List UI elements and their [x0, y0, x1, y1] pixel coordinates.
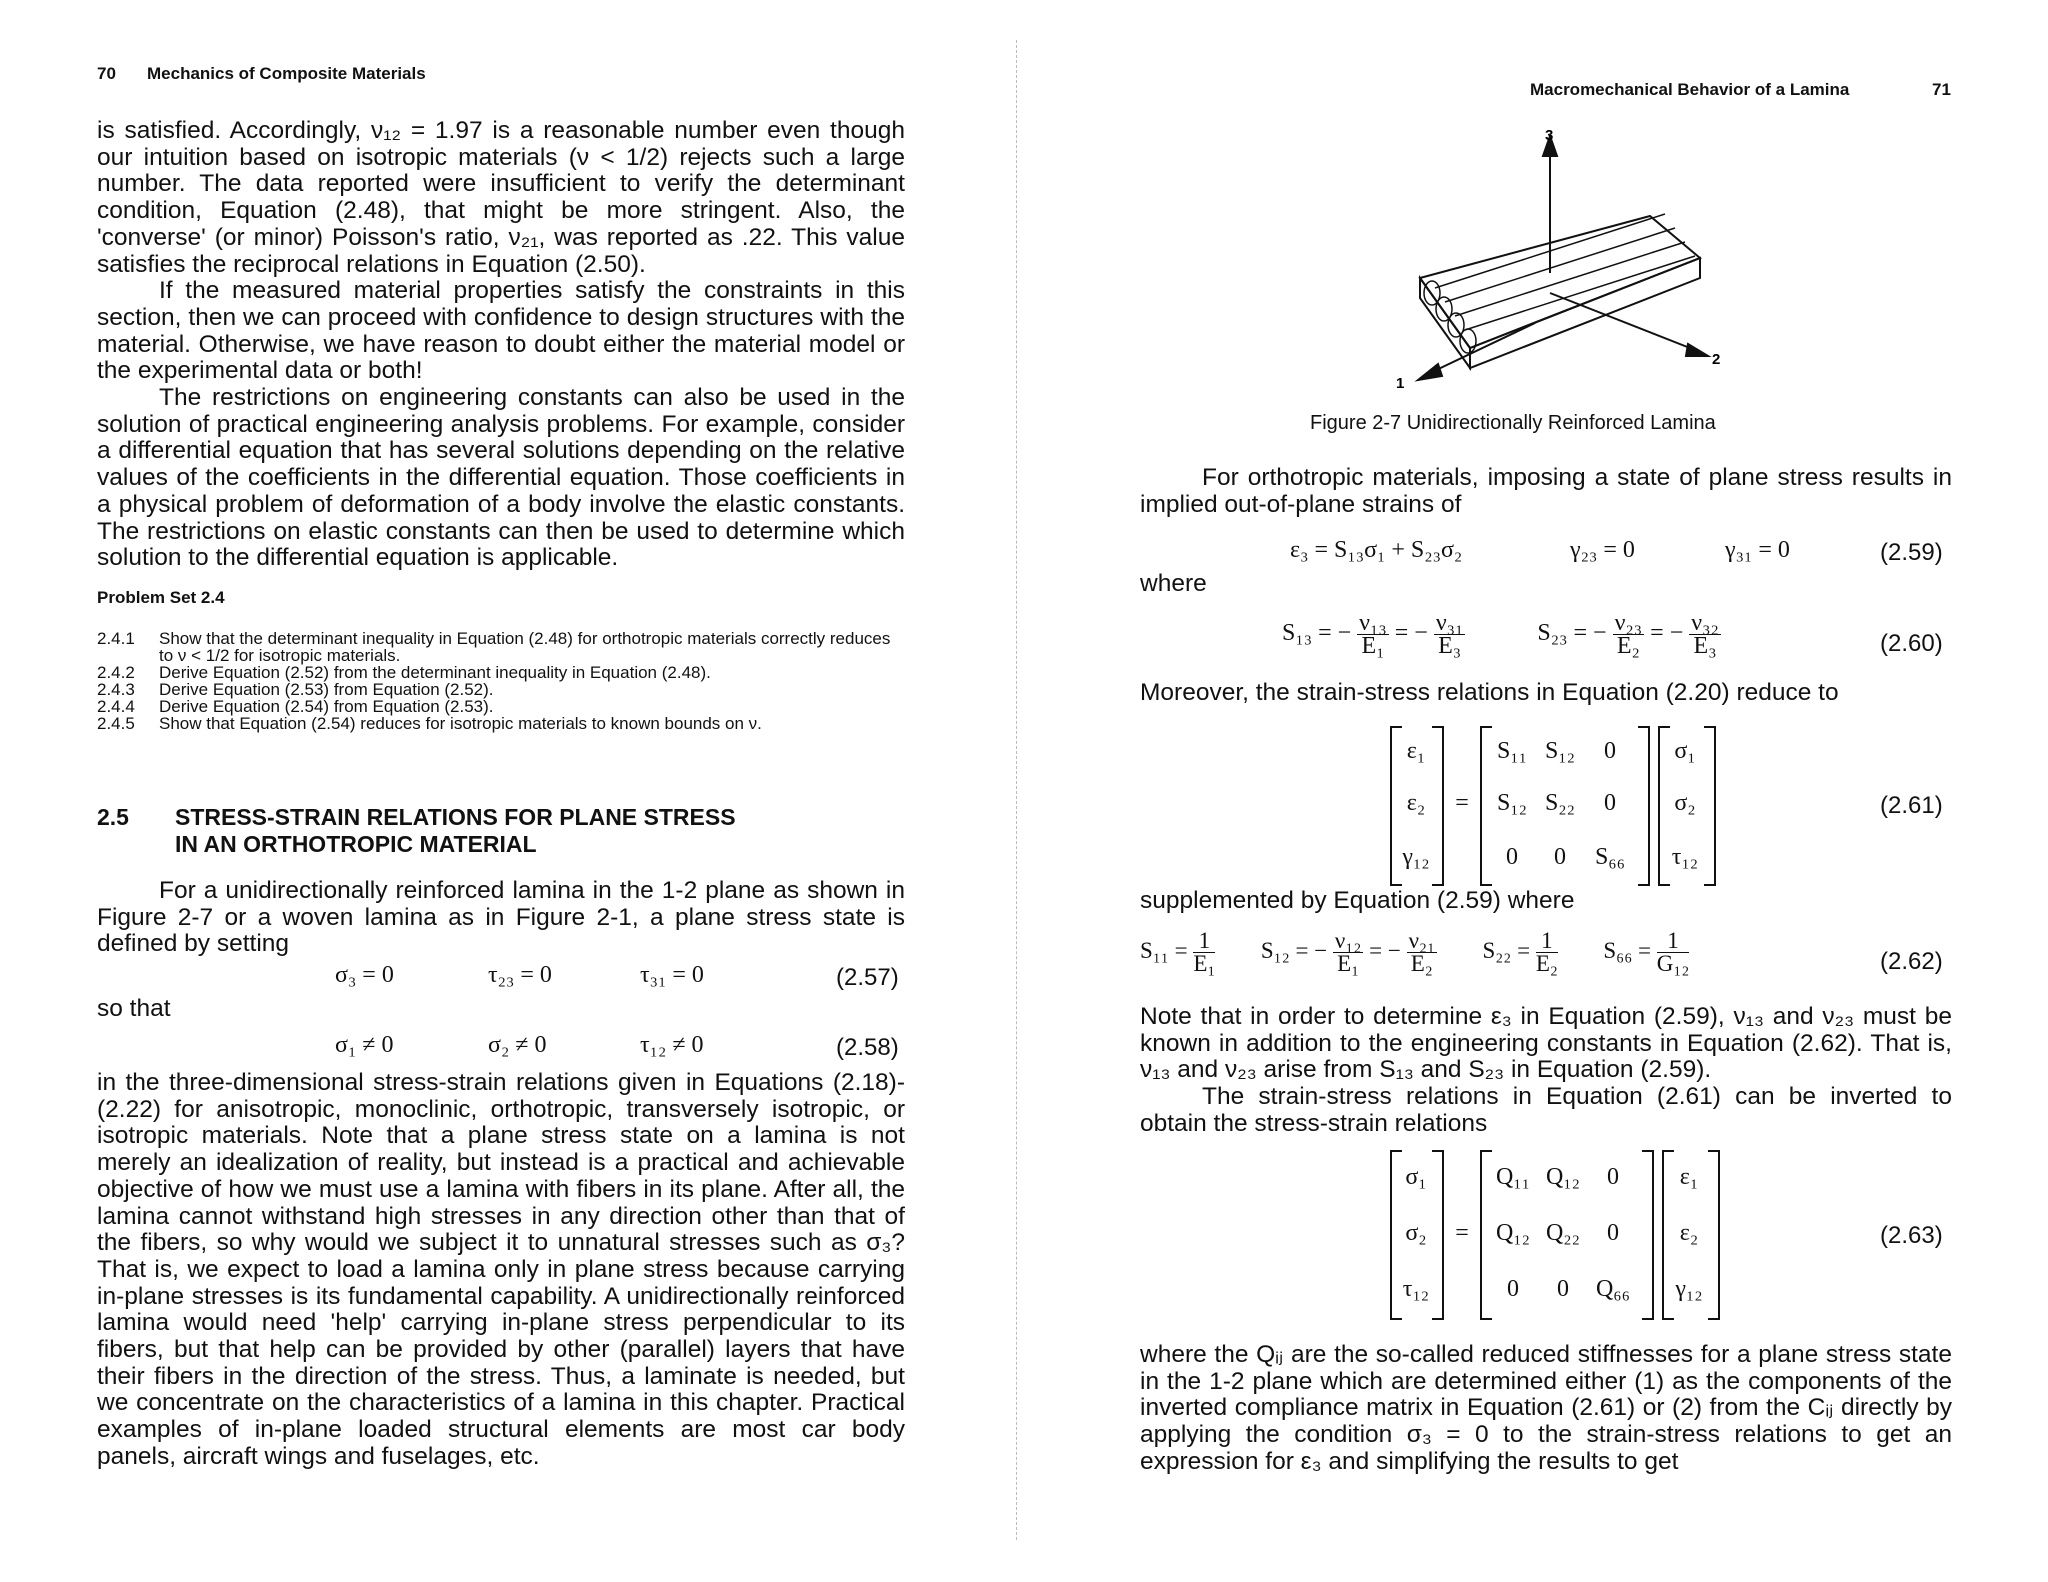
problem-set-title: Problem Set 2.4: [97, 588, 225, 607]
numerator: ν₂₃: [1614, 610, 1643, 636]
axis-2-arrow: [1686, 344, 1708, 356]
matrix-entry: Q₁₂: [1495, 1220, 1531, 1246]
eq-term: S₂₂ =: [1482, 937, 1531, 963]
lamina-figure: [1360, 118, 1740, 398]
vector-entry: τ₁₂: [1671, 844, 1699, 870]
paragraph: For orthotropic materials, imposing a state of plane stress results in implied out-of-plane strains of: [1140, 464, 1952, 518]
fraction: [1333, 930, 1363, 975]
paragraph: The restrictions on engineering constants can also be used in the solution of practical engineering analysis problems. For example, consider a differential equation that has several solutions depending on the relative values of the coefficients in the differential equation. Those coefficients in a physical problem of deformation of a body involve the elastic constants. The restrictions on elastic constants can then be used to determine which solution to the differential equation is applicable.: [97, 384, 905, 572]
axis-1-label: 1: [1396, 375, 1405, 392]
equation-2-57-c: τ₃₁ = 0: [640, 962, 704, 988]
problem-item: [97, 681, 905, 698]
numerator: 1: [1657, 930, 1690, 953]
problem-number: 2.4.5: [97, 714, 135, 733]
fiber-line: [1445, 228, 1675, 302]
problem-item: [97, 698, 905, 715]
numerator: 1: [1536, 930, 1558, 953]
matrix-entry: Q₆₆: [1595, 1276, 1631, 1302]
equation-2-63: [1390, 1150, 1750, 1320]
left-page: [0, 0, 1010, 1582]
page-number: 71: [1932, 80, 1951, 99]
fraction: [1536, 930, 1558, 975]
page-number: 70: [97, 64, 116, 83]
denominator: E₁: [1337, 951, 1360, 976]
denominator: E₂: [1616, 633, 1640, 659]
numerator: ν₃₁: [1435, 610, 1464, 636]
note-paragraphs: [1140, 1004, 1952, 1138]
paragraph: in the three-dimensional stress-strain relations given in Equations (2.18)-(2.22) for anisotropic, monoclinic, orthotropic, transversely isotropic, or isotropic materials. Note that a plane stress state on a lamina is not merely an idealization of reality, but instead is a practical and achievable objective of how we must use a lamina with fibers in its plane. After all, the lamina cannot withstand high stresses in any direction other than that of the fibers, so why would we subject it to unnatural stresses such as σ₃? That is, we expect to load a lamina only in plane stress because carrying in-plane stresses is its fundamental capability. A unidirectionally reinforced lamina would need 'help' carrying in-plane stress perpendicular to its fibers, but that help can be provided by other (parallel) layers that have their fibers in the direction of the stress. Thus, a laminate is needed, but we concentrate on the characteristics of a lamina in this chapter. Practical examples of in-plane loaded structural elements are most car body panels, aircraft wings and fuselages, etc.: [97, 1069, 905, 1470]
final-paragraph: [1140, 1342, 1952, 1476]
matrix-entry: 0: [1607, 1220, 1619, 1246]
problem-item: [97, 630, 905, 664]
right-page: [1010, 0, 2048, 1582]
matrix-entry: 0: [1604, 790, 1616, 816]
figure-caption: Figure 2-7 Unidirectionally Reinforced Lamina: [1310, 412, 1716, 434]
problem-number: 2.4.4: [97, 697, 135, 716]
fiber-end: [1460, 329, 1476, 353]
vector-entry: γ₁₂: [1402, 844, 1430, 870]
bracket: [1704, 726, 1716, 886]
matrix-entry: Q₂₂: [1545, 1220, 1581, 1246]
equation-2-59-c: γ₃₁ = 0: [1725, 537, 1790, 563]
matrix-entry: Q₁₂: [1545, 1164, 1581, 1190]
problem-number: 2.4.2: [97, 663, 135, 682]
matrix-entry: S₁₂: [1544, 738, 1576, 764]
axis-2-line: [1550, 293, 1695, 350]
equation-2-59-b: γ₂₃ = 0: [1570, 537, 1635, 563]
fraction: [1434, 612, 1466, 657]
problem-text: Show that the determinant inequality in Equation (2.48) for orthotropic materials correctly reduces to ν < 1/2 for isotropic materials.: [159, 629, 891, 665]
denominator: E₁: [1193, 951, 1216, 976]
vector-entry: σ₁: [1405, 1164, 1427, 1190]
fraction: [1193, 930, 1215, 975]
matrix-entry: S₁₁: [1496, 738, 1528, 764]
vector-entry: ε₁: [1679, 1164, 1699, 1190]
where-text: where: [1140, 570, 1207, 597]
equation-2-58-a: σ₁ ≠ 0: [335, 1032, 394, 1058]
equation-2-59-a: ε₃ = S₁₃σ₁ + S₂₃σ₂: [1290, 537, 1463, 563]
axis-2-label: 2: [1712, 351, 1721, 368]
bracket: [1432, 1150, 1444, 1320]
section-number: 2.5: [97, 804, 129, 830]
problem-item: [97, 664, 905, 681]
equation-number: (2.61): [1880, 792, 1943, 819]
equation-number: (2.62): [1880, 948, 1943, 975]
vector-entry: ε₂: [1406, 790, 1426, 816]
bracket: [1432, 726, 1444, 886]
equation-number: (2.58): [836, 1034, 899, 1061]
equation-2-58-c: τ₁₂ ≠ 0: [640, 1032, 704, 1058]
eq-term: = −: [1369, 937, 1401, 963]
equation-number: (2.59): [1880, 539, 1943, 566]
vector-entry: ε₁: [1406, 738, 1426, 764]
numerator: ν₃₂: [1691, 610, 1719, 636]
matrix-entry: S₁₂: [1496, 790, 1528, 816]
numerator: ν₁₂: [1334, 928, 1362, 953]
matrix-entry: S₆₆: [1594, 844, 1626, 870]
section-title: [175, 804, 736, 858]
equation-number: (2.60): [1880, 630, 1943, 657]
fraction: [1613, 612, 1645, 657]
eq-term: = −: [1394, 620, 1428, 647]
eq-term: S₆₆ =: [1603, 937, 1651, 963]
axis-1-arrow: [1418, 364, 1442, 380]
matrix-entry: Q₁₁: [1495, 1164, 1531, 1190]
equation-2-57-b: τ₂₃ = 0: [488, 962, 552, 988]
equals-sign: =: [1455, 1220, 1469, 1246]
fiber-line: [1455, 242, 1685, 316]
eq-term: S₁₁ =: [1140, 937, 1188, 963]
long-paragraph: [97, 1070, 905, 1471]
vector-entry: σ₁: [1674, 738, 1696, 764]
fraction: [1657, 930, 1690, 975]
denominator: E₁: [1361, 633, 1385, 659]
fraction: [1407, 930, 1437, 975]
equation-number: (2.63): [1880, 1222, 1943, 1249]
problem-number: 2.4.3: [97, 680, 135, 699]
matrix-entry: 0: [1506, 844, 1518, 870]
paragraph: The strain-stress relations in Equation (2.61) can be inverted to obtain the stress-strain relations: [1140, 1083, 1952, 1137]
fraction: [1357, 612, 1389, 657]
denominator: E₃: [1693, 633, 1717, 659]
ortho-paragraph: [1140, 465, 1952, 518]
denominator: G₁₂: [1656, 951, 1690, 976]
vector-entry: σ₂: [1405, 1220, 1427, 1246]
paragraph: where the Qᵢⱼ are the so-called reduced stiffnesses for a plane stress state in the 1-2 plane which are determined either (1) as the components of the inverted compliance matrix in Equation (2.61) or (2) from the Cᵢⱼ directly by applying the condition σ₃ = 0 to the strain-stress relations to get an expression for ε₃ and simplifying the results to get: [1140, 1341, 1952, 1475]
eq-term: S₂₃ = −: [1537, 620, 1607, 647]
problem-list: [97, 630, 905, 732]
equation-2-61: [1390, 726, 1750, 886]
vector-entry: γ₁₂: [1675, 1276, 1703, 1302]
body-paragraphs: [97, 118, 905, 572]
problem-item: [97, 715, 905, 732]
running-head: Macromechanical Behavior of a Lamina: [1530, 80, 1850, 99]
denominator: E₂: [1410, 951, 1433, 976]
matrix-entry: 0: [1507, 1276, 1519, 1302]
paragraph: Note that in order to determine ε₃ in Equation (2.59), ν₁₃ and ν₂₃ must be known in addition to the engineering constants in Equation (2.62). That is, ν₁₃ and ν₂₃ arise from S₁₃ and S₂₃ in Equation (2.59).: [1140, 1003, 1952, 1084]
lamina-front-face: [1420, 278, 1470, 368]
fraction: [1689, 612, 1721, 657]
vector-entry: σ₂: [1674, 790, 1696, 816]
numerator: 1: [1193, 930, 1215, 953]
equals-sign: =: [1455, 790, 1469, 816]
equation-2-60: [1282, 612, 1721, 657]
equation-2-58-b: σ₂ ≠ 0: [488, 1032, 547, 1058]
numerator: ν₁₃: [1359, 610, 1387, 636]
problem-number: 2.4.1: [97, 629, 135, 648]
matrix-entry: 0: [1604, 738, 1616, 764]
matrix-entry: S₂₂: [1544, 790, 1576, 816]
eq-term: S₁₂ = −: [1260, 937, 1328, 963]
bracket: [1638, 726, 1650, 886]
vector-entry: ε₂: [1679, 1220, 1699, 1246]
matrix-entry: 0: [1607, 1164, 1619, 1190]
bracket: [1642, 1150, 1654, 1320]
axis-3-label: 3: [1545, 127, 1554, 144]
problem-text: Show that Equation (2.54) reduces for isotropic materials to known bounds on ν.: [159, 714, 762, 733]
matrix-entry: 0: [1557, 1276, 1569, 1302]
eq-term: S₁₃ = −: [1282, 620, 1352, 647]
numerator: ν₂₁: [1408, 928, 1435, 953]
intro-paragraph: [97, 878, 905, 958]
equation-2-62: [1140, 930, 1689, 975]
problem-text: Derive Equation (2.53) from Equation (2.52).: [159, 680, 494, 699]
equation-2-57-a: σ₃ = 0: [335, 962, 394, 988]
section-title-line: IN AN ORTHOTROPIC MATERIAL: [175, 831, 537, 857]
paragraph: For a unidirectionally reinforced lamina in the 1-2 plane as shown in Figure 2-7 or a woven lamina as in Figure 2-1, a plane stress state is defined by setting: [97, 877, 905, 958]
matrix-entry: 0: [1554, 844, 1566, 870]
paragraph: If the measured material properties satisfy the constraints in this section, then we can proceed with confidence to design structures with the material. Otherwise, we have reason to doubt either the material model or the experimental data or both!: [97, 277, 905, 385]
so-that-text: so that: [97, 995, 171, 1022]
bracket: [1708, 1150, 1720, 1320]
eq-term: = −: [1650, 620, 1684, 647]
problem-text: Derive Equation (2.54) from Equation (2.53).: [159, 697, 494, 716]
moreover-text: Moreover, the strain-stress relations in Equation (2.20) reduce to: [1140, 679, 1839, 706]
equation-number: (2.57): [836, 964, 899, 991]
problem-text: Derive Equation (2.52) from the determinant inequality in Equation (2.48).: [159, 663, 711, 682]
paragraph: is satisfied. Accordingly, ν₁₂ = 1.97 is a reasonable number even though our intuition based on isotropic materials (ν < 1/2) rejects such a large number. The data reported were insufficient to verify the determinant condition, Equation (2.48), that might be more stringent. Also, the 'converse' (or minor) Poisson's ratio, ν₂₁, was reported as .22. This value satisfies the reciprocal relations in Equation (2.50).: [97, 117, 905, 278]
supplemented-text: supplemented by Equation (2.59) where: [1140, 887, 1575, 914]
section-title-line: STRESS-STRAIN RELATIONS FOR PLANE STRESS: [175, 804, 736, 830]
denominator: E₂: [1535, 951, 1558, 976]
vector-entry: τ₁₂: [1402, 1276, 1430, 1302]
denominator: E₃: [1438, 633, 1462, 659]
running-head: Mechanics of Composite Materials: [147, 64, 426, 83]
